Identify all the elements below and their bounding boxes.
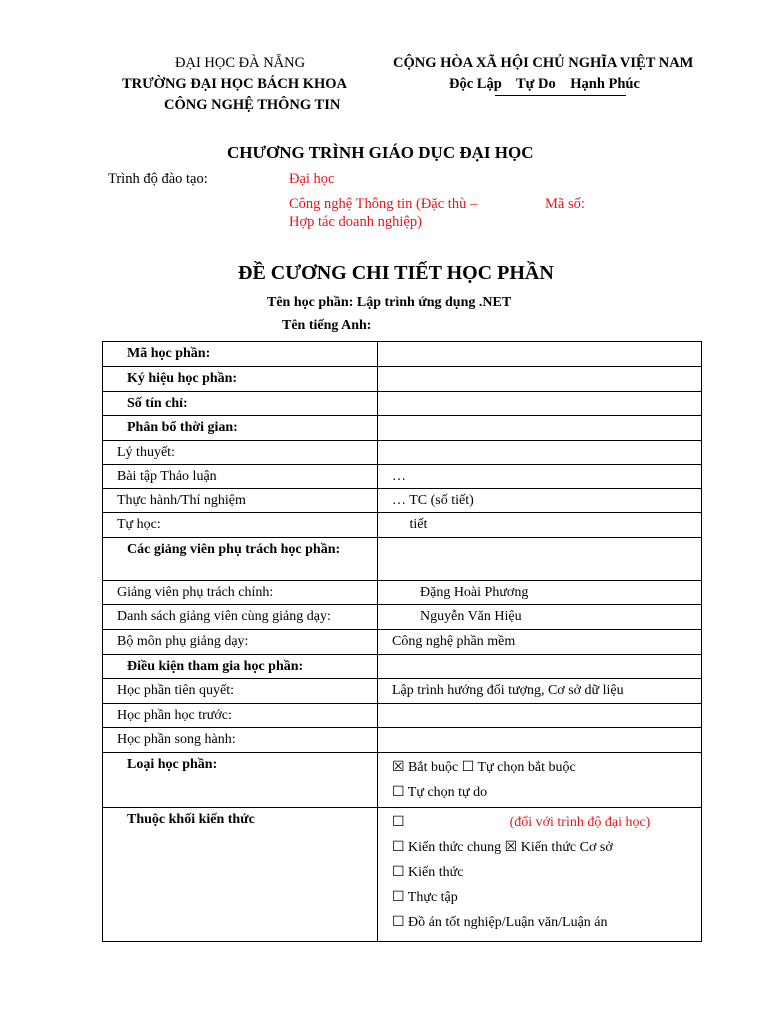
row-value (378, 538, 702, 581)
row-label: Danh sách giảng viên cùng giảng dạy: (103, 605, 378, 630)
row-value (378, 416, 702, 441)
nation-title: CỘNG HÒA XÃ HỘI CHỦ NGHĨA VIỆT NAM (393, 55, 694, 71)
university-name: ĐẠI HỌC ĐÀ NẴNG (175, 55, 306, 71)
row-label: Số tín chỉ: (103, 392, 378, 416)
table-row (103, 416, 702, 441)
level-value: Đại học (289, 171, 335, 187)
code-label: Mã số: (545, 196, 585, 212)
row-value: … TC (số tiết) (378, 489, 702, 513)
row-value (378, 441, 702, 465)
motto-underline (495, 95, 626, 96)
course-name: Tên học phần: Lập trình ứng dụng .NET (267, 295, 512, 310)
row-label: Học phần học trước: (103, 704, 378, 728)
row-label: Các giảng viên phụ trách học phần: (103, 538, 378, 581)
knowledge-option[interactable]: ☐ Kiến thức chung ☒ Kiến thức Cơ sở (392, 840, 613, 855)
row-label: Bài tập Thảo luận (103, 465, 378, 489)
table-row (103, 489, 702, 513)
table-row (103, 441, 702, 465)
row-label: Học phần song hành: (103, 728, 378, 753)
row-label: Giảng viên phụ trách chính: (103, 581, 378, 605)
row-value: Nguyễn Văn Hiệu (378, 605, 702, 630)
row-label: Điều kiện tham gia học phần: (103, 655, 378, 679)
row-label: Bộ môn phụ giảng dạy: (103, 630, 378, 655)
school-name: TRƯỜNG ĐẠI HỌC BÁCH KHOA (122, 76, 348, 92)
course-type-option[interactable]: ☒ Bắt buộc ☐ Tự chọn bắt buộc (392, 760, 576, 775)
table-row (103, 538, 702, 581)
table-row (103, 465, 702, 489)
row-value (378, 728, 702, 753)
table-row (103, 655, 702, 679)
row-value (378, 367, 702, 392)
table-row (103, 679, 702, 704)
row-value (378, 392, 702, 416)
table-row (103, 630, 702, 655)
row-value: tiết (378, 513, 702, 538)
table-row (103, 581, 702, 605)
knowledge-block-label: Thuộc khối kiến thức (103, 808, 378, 942)
english-name: Tên tiếng Anh: (282, 318, 372, 333)
row-value: Lập trình hướng đối tượng, Cơ sở dữ liệu (378, 679, 702, 704)
course-info-table (102, 341, 702, 942)
table-row (103, 392, 702, 416)
table-row (103, 728, 702, 753)
document-title: ĐỀ CƯƠNG CHI TIẾT HỌC PHẦN (238, 262, 554, 284)
level-label: Trình độ đào tạo: (108, 171, 208, 187)
nation-motto: Độc Lập Tự Do Hạnh Phúc (449, 76, 640, 92)
table-row (103, 513, 702, 538)
knowledge-option[interactable]: ☐ Kiến thức (392, 865, 464, 880)
knowledge-checkbox[interactable]: ☐ (392, 815, 405, 830)
row-label: Thực hành/Thí nghiệm (103, 489, 378, 513)
knowledge-note: (đối với trình độ đại học) (509, 815, 651, 830)
row-value: Công nghệ phần mềm (378, 630, 702, 655)
knowledge-block-row (103, 808, 702, 942)
row-label: Phân bổ thời gian: (103, 416, 378, 441)
faculty-name: CÔNG NGHỆ THÔNG TIN (164, 97, 341, 113)
major-line-2: Hợp tác doanh nghiệp) (289, 214, 422, 230)
row-label: Mã học phần: (103, 342, 378, 367)
knowledge-option[interactable]: ☐ Thực tập (392, 890, 458, 905)
course-type-row (103, 753, 702, 808)
row-value (378, 655, 702, 679)
knowledge-option[interactable]: ☐ Đồ án tốt nghiệp/Luận văn/Luận án (392, 915, 608, 930)
row-value: … (378, 465, 702, 489)
row-value (378, 704, 702, 728)
row-value: Đặng Hoài Phương (378, 581, 702, 605)
row-label: Tự học: (103, 513, 378, 538)
table-row (103, 342, 702, 367)
course-type-label: Loại học phần: (103, 753, 378, 808)
row-label: Lý thuyết: (103, 441, 378, 465)
program-title: CHƯƠNG TRÌNH GIÁO DỤC ĐẠI HỌC (227, 143, 534, 162)
table-row (103, 367, 702, 392)
row-label: Ký hiệu học phần: (103, 367, 378, 392)
table-row (103, 704, 702, 728)
row-label: Học phần tiên quyết: (103, 679, 378, 704)
table-row (103, 605, 702, 630)
course-type-option[interactable]: ☐ Tự chọn tự do (392, 785, 488, 800)
row-value (378, 342, 702, 367)
major-line-1: Công nghệ Thông tin (Đặc thù – (289, 196, 478, 212)
